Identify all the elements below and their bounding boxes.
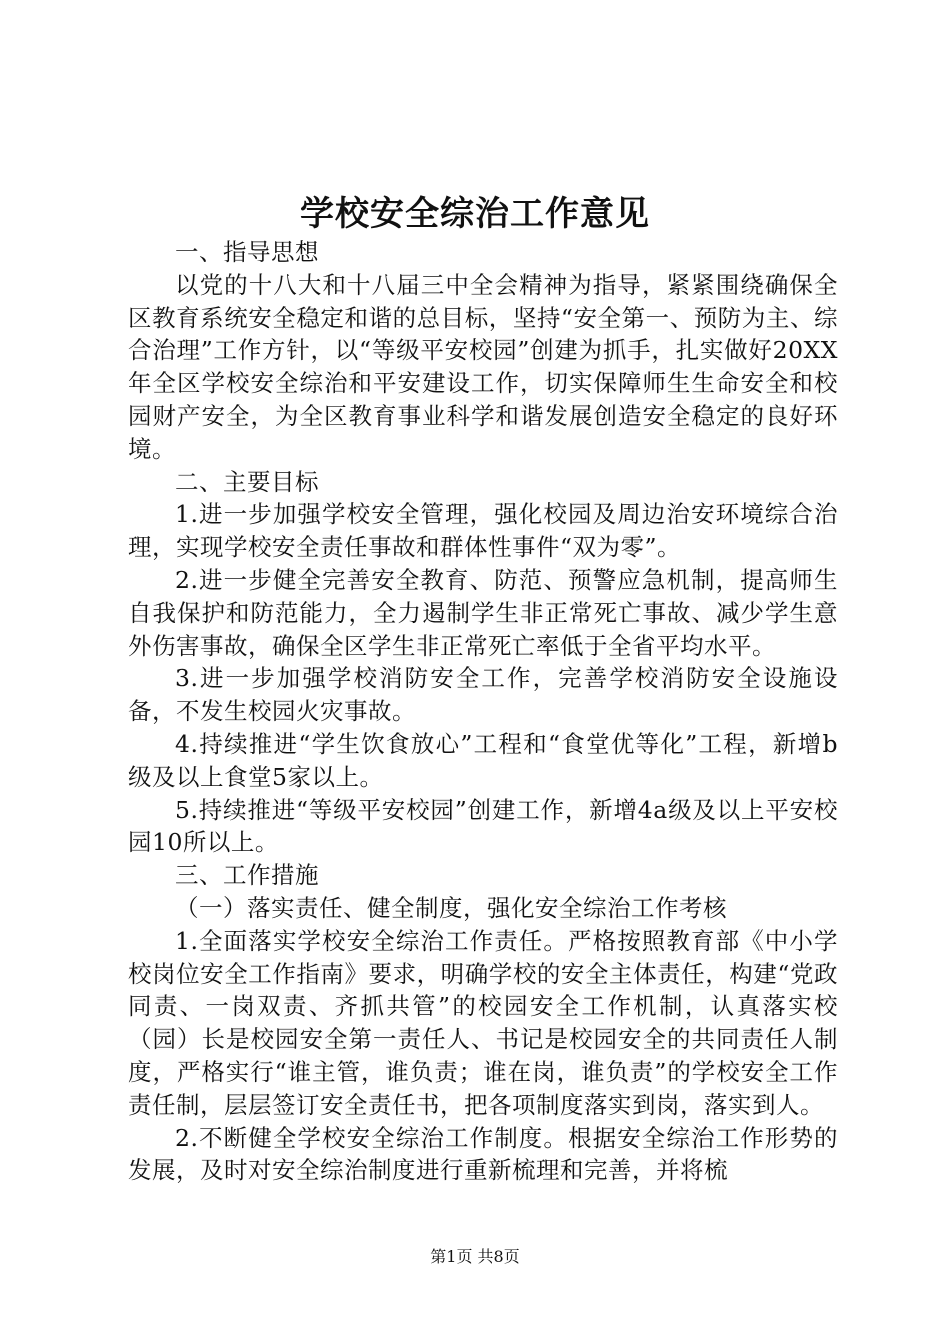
section-heading-work-measures: 三、工作措施 xyxy=(175,861,319,890)
measure-item-2: 2.不断健全学校安全综治工作制度。根据安全综治工作形势的发展，及时对安全综治制度进行重新梳理和完善，并将梳 xyxy=(128,1123,838,1185)
subsection-heading-responsibility: （一）落实责任、健全制度，强化安全综治工作考核 xyxy=(175,893,727,922)
goal-item-5: 5.持续推进“等级平安校园”创建工作，新增4a级及以上平安校园10所以上。 xyxy=(128,795,838,857)
measure-item-1: 1.全面落实学校安全综治工作责任。严格按照教育部《中小学校岗位安全工作指南》要求，明确学校的安全主体责任，构建“党政同责、一岗双责、齐抓共管”的校园安全工作机制，认真落实校（园）长是校园安全第一责任人、书记是校园安全的共同责任人制度，严格实行“谁主管，谁负责；谁在岗，谁负责”的学校安全工作责任制，层层签订安全责任书，把各项制度落实到岗，落实到人。 xyxy=(128,926,838,1119)
goal-item-1: 1.进一步加强学校安全管理，强化校园及周边治安环境综合治理，实现学校安全责任事故和群体性事件“双为零”。 xyxy=(128,500,838,562)
document-title: 学校安全综治工作意见 xyxy=(300,194,650,234)
page-number-footer: 第1页 共8页 xyxy=(430,1247,520,1266)
section-heading-guiding-ideology: 一、指导思想 xyxy=(175,238,319,266)
paragraph-guiding-ideology: 以党的十八大和十八届三中全会精神为指导，紧紧围绕确保全区教育系统安全稳定和谐的总目标，坚持“安全第一、预防为主、综合治理”工作方针，以“等级平安校园”创建为抓手，扎实做好20XX年全区学校安全综治和平安建设工作，切实保障师生生命安全和校园财产安全，为全区教育事业科学和谐发展创造安全稳定的良好环境。 xyxy=(128,270,838,463)
goal-item-3: 3.进一步加强学校消防安全工作，完善学校消防安全设施设备，不发生校园火灾事故。 xyxy=(128,664,838,726)
goal-item-2: 2.进一步健全完善安全教育、防范、预警应急机制，提高师生自我保护和防范能力，全力遏制学生非正常死亡事故、减少学生意外伤害事故，确保全区学生非正常死亡率低于全省平均水平。 xyxy=(128,565,838,660)
section-heading-main-goals: 二、主要目标 xyxy=(175,467,319,496)
document-body xyxy=(128,236,838,1187)
goal-item-4: 4.持续推进“学生饮食放心”工程和“食堂优等化”工程，新增b级及以上食堂5家以上。 xyxy=(128,729,838,791)
